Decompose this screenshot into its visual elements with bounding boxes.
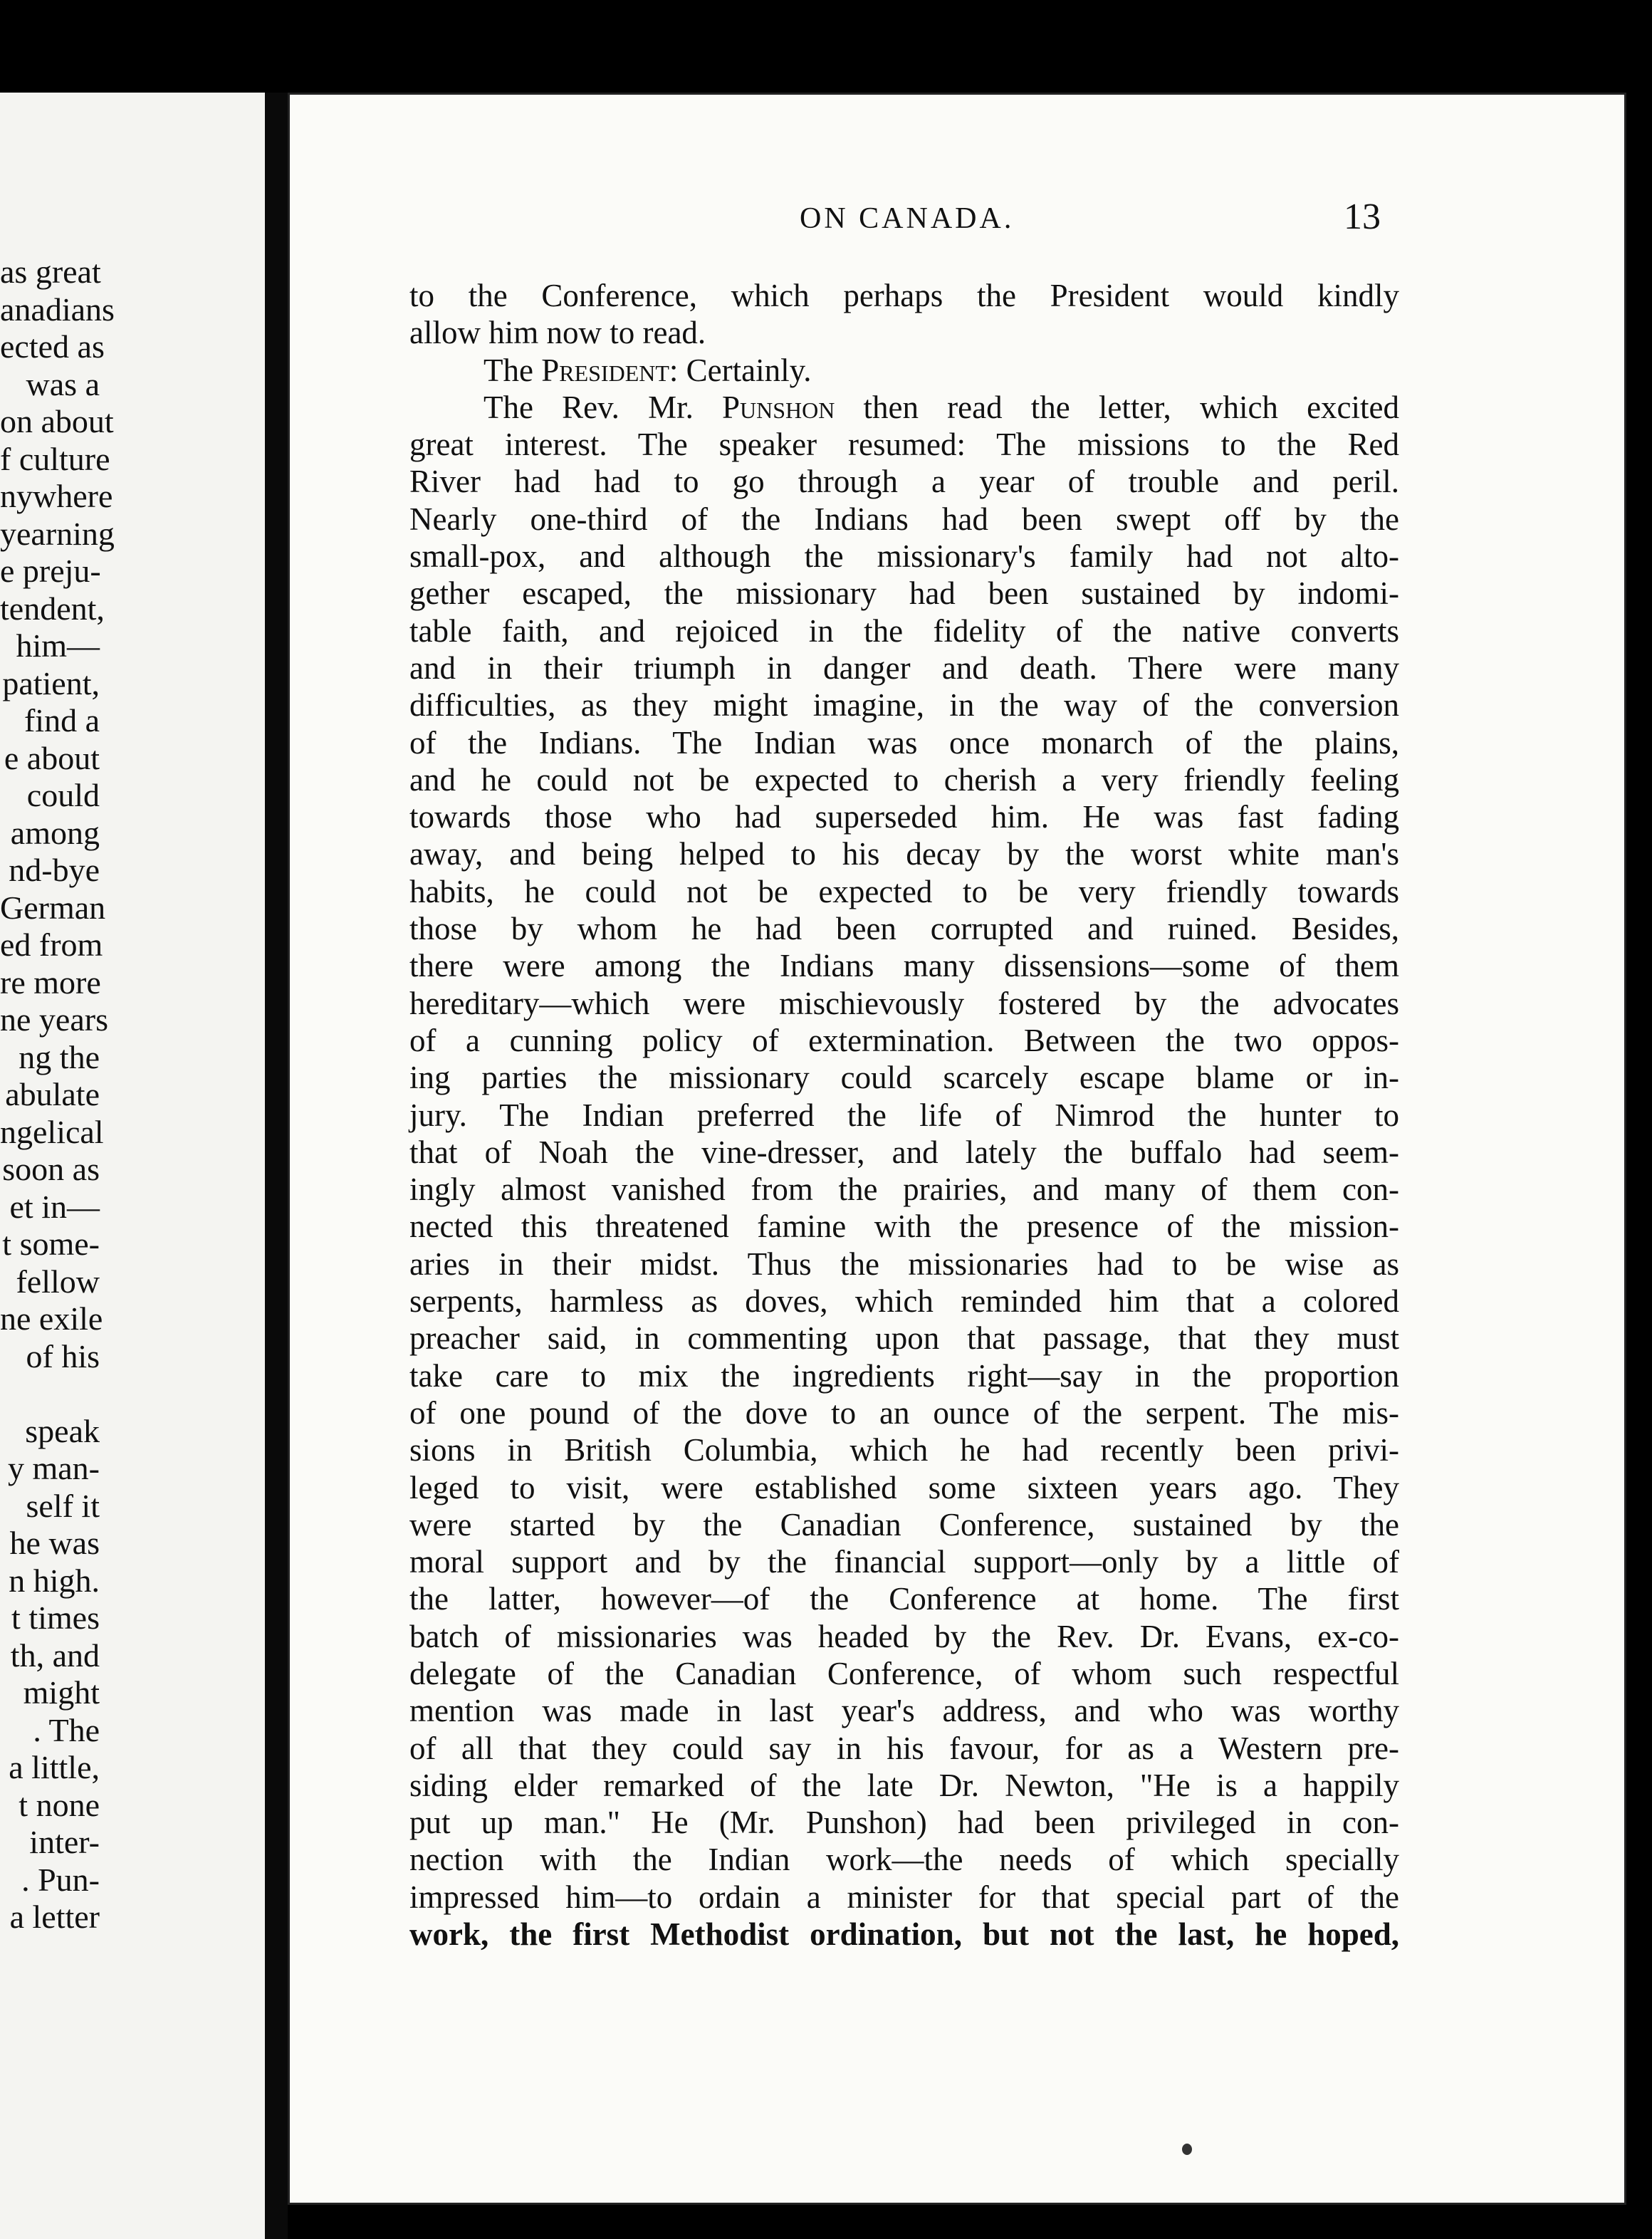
previous-page-line: ne years xyxy=(0,1001,108,1038)
text-line: allow him now to read. xyxy=(409,315,706,351)
text-line: serpents, harmless as doves, which reminded him that a colored xyxy=(409,1283,1399,1320)
previous-page-line: ne exile xyxy=(0,1300,103,1337)
previous-page-line: might xyxy=(23,1674,100,1711)
text-line: preacher said, in commenting upon that passage, that they must xyxy=(409,1320,1399,1357)
previous-page-line: speak xyxy=(25,1412,100,1449)
text-line: moral support and by the financial support—only by a little of xyxy=(409,1544,1399,1580)
previous-page-line: e preju- xyxy=(0,553,101,589)
previous-page-line: . The xyxy=(33,1711,100,1748)
text-line: those by whom he had been corrupted and ruined. Besides, xyxy=(409,911,1399,947)
text-line: put up man." He (Mr. Punshon) had been privileged in con- xyxy=(409,1805,1399,1841)
text-line: River had had to go through a year of trouble and peril. xyxy=(409,464,1399,500)
previous-page-line: ngelical xyxy=(0,1113,104,1150)
text-line: nected this threatened famine with the presence of the mission- xyxy=(409,1209,1399,1245)
text-line: towards those who had superseded him. He was fast fading xyxy=(409,799,1399,835)
text-line xyxy=(409,352,1399,389)
text-line: aries in their midst. Thus the missionaries had to be wise as xyxy=(409,1246,1399,1282)
previous-page-line: ng the xyxy=(19,1038,100,1075)
text-line: nection with the Indian work—the needs of which specially xyxy=(409,1842,1399,1878)
text-line: work, the first Methodist ordination, but not the last, he hoped, xyxy=(409,1916,1399,1953)
previous-page-line: anadians xyxy=(0,291,115,328)
text-line: the latter, however—of the Conference at home. The first xyxy=(409,1581,1399,1617)
previous-page-line: as great xyxy=(0,254,101,290)
previous-page-line: abulate xyxy=(5,1076,100,1112)
previous-page-line: yearning xyxy=(0,515,115,552)
previous-page-line: re more xyxy=(0,964,101,1001)
previous-page-line: could xyxy=(26,777,100,813)
text-line: of a cunning policy of extermination. Between the two oppos- xyxy=(409,1022,1399,1058)
text-line: siding elder remarked of the late Dr. Newton, "He is a happily xyxy=(409,1767,1399,1803)
previous-page-line: find a xyxy=(23,702,100,738)
previous-page-line: inter- xyxy=(29,1824,100,1860)
previous-page-line: of his xyxy=(26,1337,100,1374)
previous-page-line: ed from xyxy=(0,927,103,963)
previous-page-line: nywhere xyxy=(0,478,113,514)
text-line: table faith, and rejoiced in the fidelity of the native converts xyxy=(409,612,1399,649)
text-line: of all that they could say in his favour, for as a Western pre- xyxy=(409,1730,1399,1766)
page-number: 13 xyxy=(1344,197,1381,237)
previous-page-line: th, and xyxy=(10,1637,100,1674)
previous-page-line: t times xyxy=(11,1599,100,1636)
text-line: and in their triumph in danger and death. There were many xyxy=(409,649,1399,686)
text-line: difficulties, as they might imagine, in the way of the conversion xyxy=(409,687,1399,724)
text-line: that of Noah the vine-dresser, and lately the buffalo had seem- xyxy=(409,1134,1399,1170)
book-gutter xyxy=(265,93,288,2239)
running-title: ON CANADA. xyxy=(800,202,1015,235)
text-line: great interest. The speaker resumed: The missions to the Red xyxy=(409,427,1399,463)
speaker-name: Punshon xyxy=(722,389,835,425)
text-line: and he could not be expected to cherish a very friendly feeling xyxy=(409,761,1399,798)
previous-page-line: et in— xyxy=(9,1188,100,1225)
previous-page-line: y man- xyxy=(7,1450,100,1486)
text-line: mention was made in last year's address, and who was worthy xyxy=(409,1693,1399,1729)
previous-page-line: . Pun- xyxy=(21,1861,100,1898)
line-text: The xyxy=(483,352,542,388)
page-13 xyxy=(288,93,1626,2205)
text-line: batch of missionaries was headed by the Rev. Dr. Evans, ex-co- xyxy=(409,1618,1399,1654)
text-line: hereditary—which were mischievously fostered by the advocates xyxy=(409,985,1399,1021)
text-line: to the Conference, which perhaps the President would kindly xyxy=(409,278,1399,313)
previous-page-line: self it xyxy=(26,1487,100,1524)
previous-page-line: was a xyxy=(26,365,100,402)
text-line: ing parties the missionary could scarcely escape blame or in- xyxy=(409,1060,1399,1096)
text-line: of the Indians. The Indian was once monarch of the plains, xyxy=(409,724,1399,761)
previous-page-line: on about xyxy=(0,403,114,439)
text-line: jury. The Indian preferred the life of Nimrod the hunter to xyxy=(409,1097,1399,1133)
previous-page-line: t none xyxy=(19,1786,100,1823)
running-head xyxy=(290,197,1624,244)
previous-page-line: among xyxy=(10,814,100,851)
text-line: ingly almost vanished from the prairies, and many of them con- xyxy=(409,1171,1399,1208)
previous-page-line xyxy=(0,1375,100,1413)
previous-page-line: German xyxy=(0,889,106,926)
text-line: habits, he could not be expected to be very friendly towards xyxy=(409,873,1399,909)
text-line xyxy=(409,389,1399,426)
text-line: take care to mix the ingredients right—say in the proportion xyxy=(409,1357,1399,1394)
previous-page-line: n high. xyxy=(9,1562,100,1599)
previous-page-line: he was xyxy=(9,1525,100,1561)
text-line: delegate of the Canadian Conference, of whom such respectful xyxy=(409,1655,1399,1691)
previous-page-line: fellow xyxy=(16,1263,100,1300)
previous-page-fragment xyxy=(0,93,269,2239)
speaker-name: President xyxy=(541,352,669,388)
text-line: gether escaped, the missionary had been sustained by indomi- xyxy=(409,575,1399,612)
previous-page-text xyxy=(0,254,265,1936)
text-line: away, and being helped to his decay by the worst white man's xyxy=(409,836,1399,872)
scan-speck xyxy=(1182,2144,1192,2155)
previous-page-line: e about xyxy=(4,739,100,776)
previous-page-line: t some- xyxy=(2,1226,100,1262)
previous-page-line: soon as xyxy=(2,1151,100,1187)
previous-page-line: him— xyxy=(16,627,100,664)
text-line: Nearly one-third of the Indians had been swept off by the xyxy=(409,501,1399,537)
body-text xyxy=(409,277,1399,1953)
text-line: impressed him—to ordain a minister for that special part of the xyxy=(409,1879,1399,1915)
line-text: The Rev. Mr. xyxy=(483,389,723,425)
previous-page-line: f culture xyxy=(0,440,110,477)
text-line: of one pound of the dove to an ounce of the serpent. The mis- xyxy=(409,1394,1399,1431)
previous-page-line: a letter xyxy=(9,1899,100,1935)
previous-page-line: ected as xyxy=(0,328,105,365)
previous-page-line: nd-bye xyxy=(9,852,100,888)
line-text: then read the letter, which excited xyxy=(835,389,1399,425)
line-text: : Certainly. xyxy=(669,352,812,388)
text-line: leged to visit, were established some sixteen years ago. They xyxy=(409,1469,1399,1505)
previous-page-line: a little, xyxy=(9,1749,100,1785)
text-line: were started by the Canadian Conference, sustained by the xyxy=(409,1506,1399,1543)
previous-page-line: patient, xyxy=(2,664,100,701)
text-line: small-pox, and although the missionary's family had not alto- xyxy=(409,538,1399,575)
text-line: sions in British Columbia, which he had recently been privi- xyxy=(409,1432,1399,1468)
previous-page-line: tendent, xyxy=(0,590,105,627)
text-line: there were among the Indians many dissensions—some of them xyxy=(409,948,1399,984)
